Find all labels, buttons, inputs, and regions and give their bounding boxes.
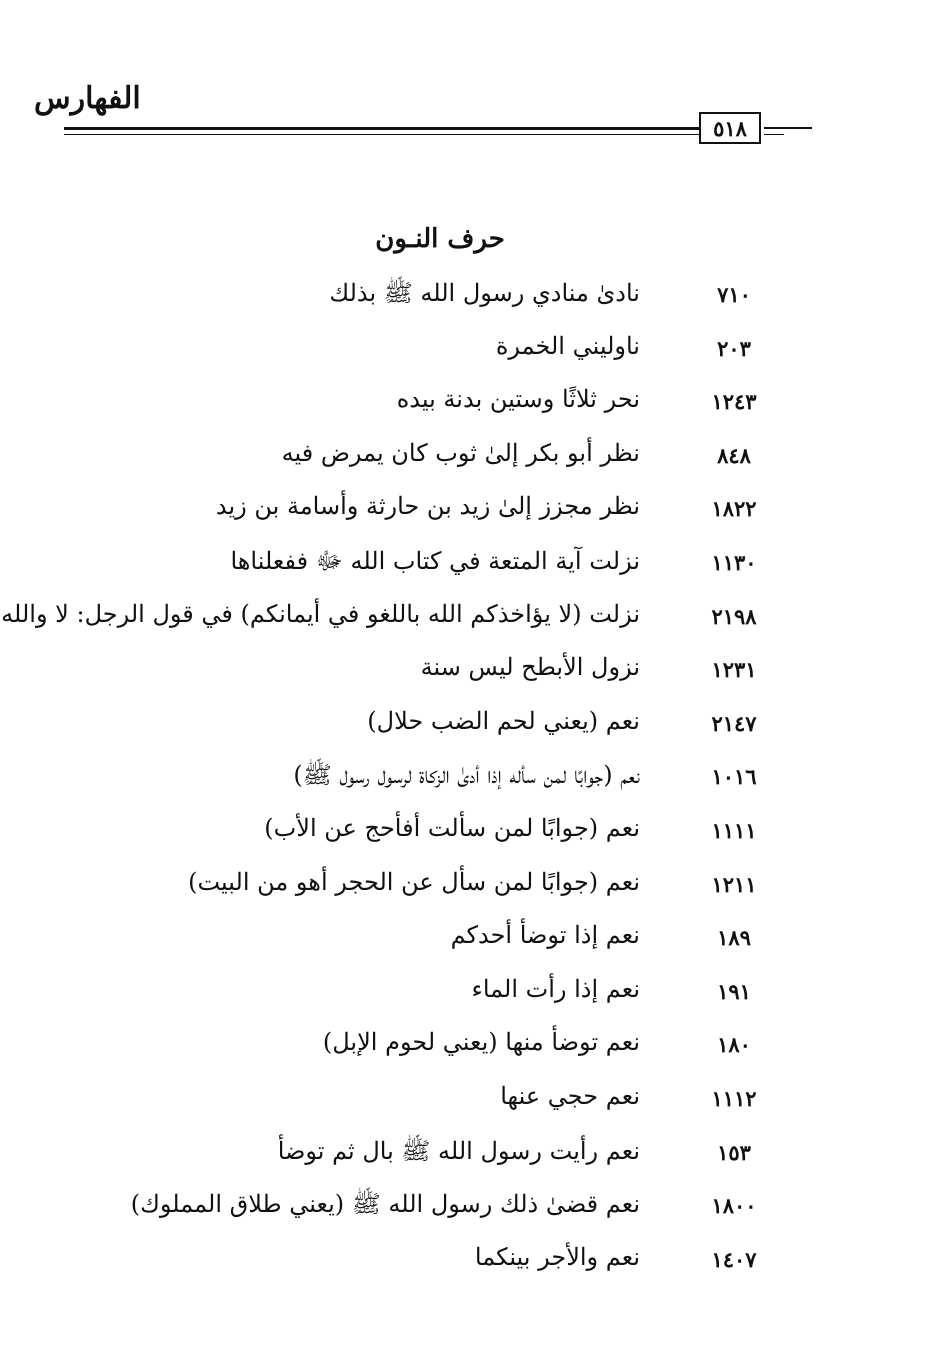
entry-number: ١٢١١ bbox=[711, 871, 757, 897]
entry-number: ١٥٣ bbox=[717, 1139, 751, 1165]
entry-text: نعم قضىٰ ذلك رسول الله ﷺ (يعني طلاق المملوك) bbox=[130, 1190, 640, 1219]
entry-text: نحر ثلاثًا وستين بدنة بيده bbox=[396, 385, 640, 414]
entry-text: نعم (جوابًا لمن سأل عن الحجر أهو من البيت) bbox=[188, 867, 640, 896]
index-entry bbox=[50, 270, 770, 324]
index-entry bbox=[50, 431, 770, 485]
entry-text: نعم (يعني لحم الضب حلال) bbox=[367, 706, 640, 735]
entry-number: ١١١١ bbox=[711, 817, 757, 843]
index-entry bbox=[50, 324, 770, 378]
entry-number: ١٨٢٢ bbox=[711, 496, 757, 522]
index-entry bbox=[50, 377, 770, 431]
entry-text: نادىٰ منادي رسول الله ﷺ بذلك bbox=[329, 279, 640, 307]
entry-number: ٧١٠ bbox=[717, 282, 751, 307]
entry-text: نعم توضأ منها (يعني لحوم الإبل) bbox=[322, 1028, 640, 1057]
entry-number: ١١٣٠ bbox=[711, 549, 757, 575]
index-entry bbox=[50, 484, 770, 538]
entry-number: ١٠١٦ bbox=[711, 764, 757, 790]
index-entry bbox=[50, 1235, 770, 1289]
index-entry bbox=[50, 538, 770, 592]
entry-text: نعم حجي عنها bbox=[500, 1081, 640, 1110]
entry-text: نعم (جوابًا لمن سألت أفأحج عن الأب) bbox=[264, 813, 640, 842]
entry-number: ٢٠٣ bbox=[717, 335, 751, 361]
index-entry bbox=[50, 806, 770, 860]
page-number-box bbox=[699, 112, 761, 144]
index-entry bbox=[50, 860, 770, 914]
entry-number: ١٤٠٧ bbox=[711, 1246, 757, 1272]
entry-text: نعم إذا رأت الماء bbox=[471, 974, 640, 1003]
index-entry bbox=[50, 1020, 770, 1074]
header-rule-right bbox=[764, 127, 812, 129]
entry-text: نزلت آية المتعة في كتاب الله ﷻ ففعلناها bbox=[230, 546, 640, 575]
entry-number: ١٨٩ bbox=[717, 925, 751, 951]
entry-number: ٢١٤٧ bbox=[711, 710, 757, 736]
entry-number: ١٢٤٣ bbox=[711, 389, 757, 415]
header-rule-thin bbox=[64, 134, 700, 135]
entry-text: نعم والأجر بينكما bbox=[474, 1242, 640, 1271]
index-entry bbox=[50, 1074, 770, 1128]
index-entries bbox=[1, 270, 770, 1288]
entry-number: ١٩١ bbox=[717, 978, 751, 1004]
page-header bbox=[0, 0, 933, 160]
index-entry bbox=[50, 645, 770, 699]
header-rule-right-short bbox=[764, 134, 784, 135]
entry-number: ٢١٩٨ bbox=[711, 603, 757, 629]
entry-number: ١١١٢ bbox=[711, 1085, 757, 1111]
page-number: ٥١٨ bbox=[713, 115, 747, 141]
entry-text: نزلت (لا يؤاخذكم الله باللغو في أيمانكم) في قول الرجل: لا والله bbox=[1, 599, 640, 628]
entry-number: ١٨٠٠ bbox=[711, 1193, 757, 1219]
entry-number: ١٨٠ bbox=[717, 1032, 751, 1058]
entry-text: نعم إذا توضأ أحدكم bbox=[450, 921, 640, 950]
entry-text: نعم رأيت رسول الله ﷺ بال ثم توضأ bbox=[277, 1136, 640, 1165]
index-entry bbox=[50, 913, 770, 967]
section-heading: حرف النـون bbox=[375, 224, 505, 254]
index-entry bbox=[50, 752, 770, 806]
index-entry bbox=[1, 592, 770, 646]
index-entry bbox=[50, 1128, 770, 1182]
index-entry bbox=[50, 699, 770, 753]
entry-text: نظر مجزز إلىٰ زيد بن حارثة وأسامة بن زيد bbox=[215, 492, 640, 521]
header-rule-thick bbox=[64, 127, 700, 130]
index-entry bbox=[50, 967, 770, 1021]
entry-text: نظر أبو بكر إلىٰ ثوب كان يمرض فيه bbox=[281, 438, 640, 467]
entry-number: ١٢٣١ bbox=[711, 657, 757, 683]
index-entry bbox=[50, 1181, 770, 1235]
entry-text: نعم (جوابًا لمن سأله إذا أدىٰ الزكاة لرسول رسول ﷺ) bbox=[293, 761, 640, 790]
entry-text: ناوليني الخمرة bbox=[495, 331, 640, 360]
entry-number: ٨٤٨ bbox=[717, 442, 751, 468]
entry-text: نزول الأبطح ليس سنة bbox=[420, 653, 640, 682]
running-title: الفهارس bbox=[34, 81, 141, 116]
